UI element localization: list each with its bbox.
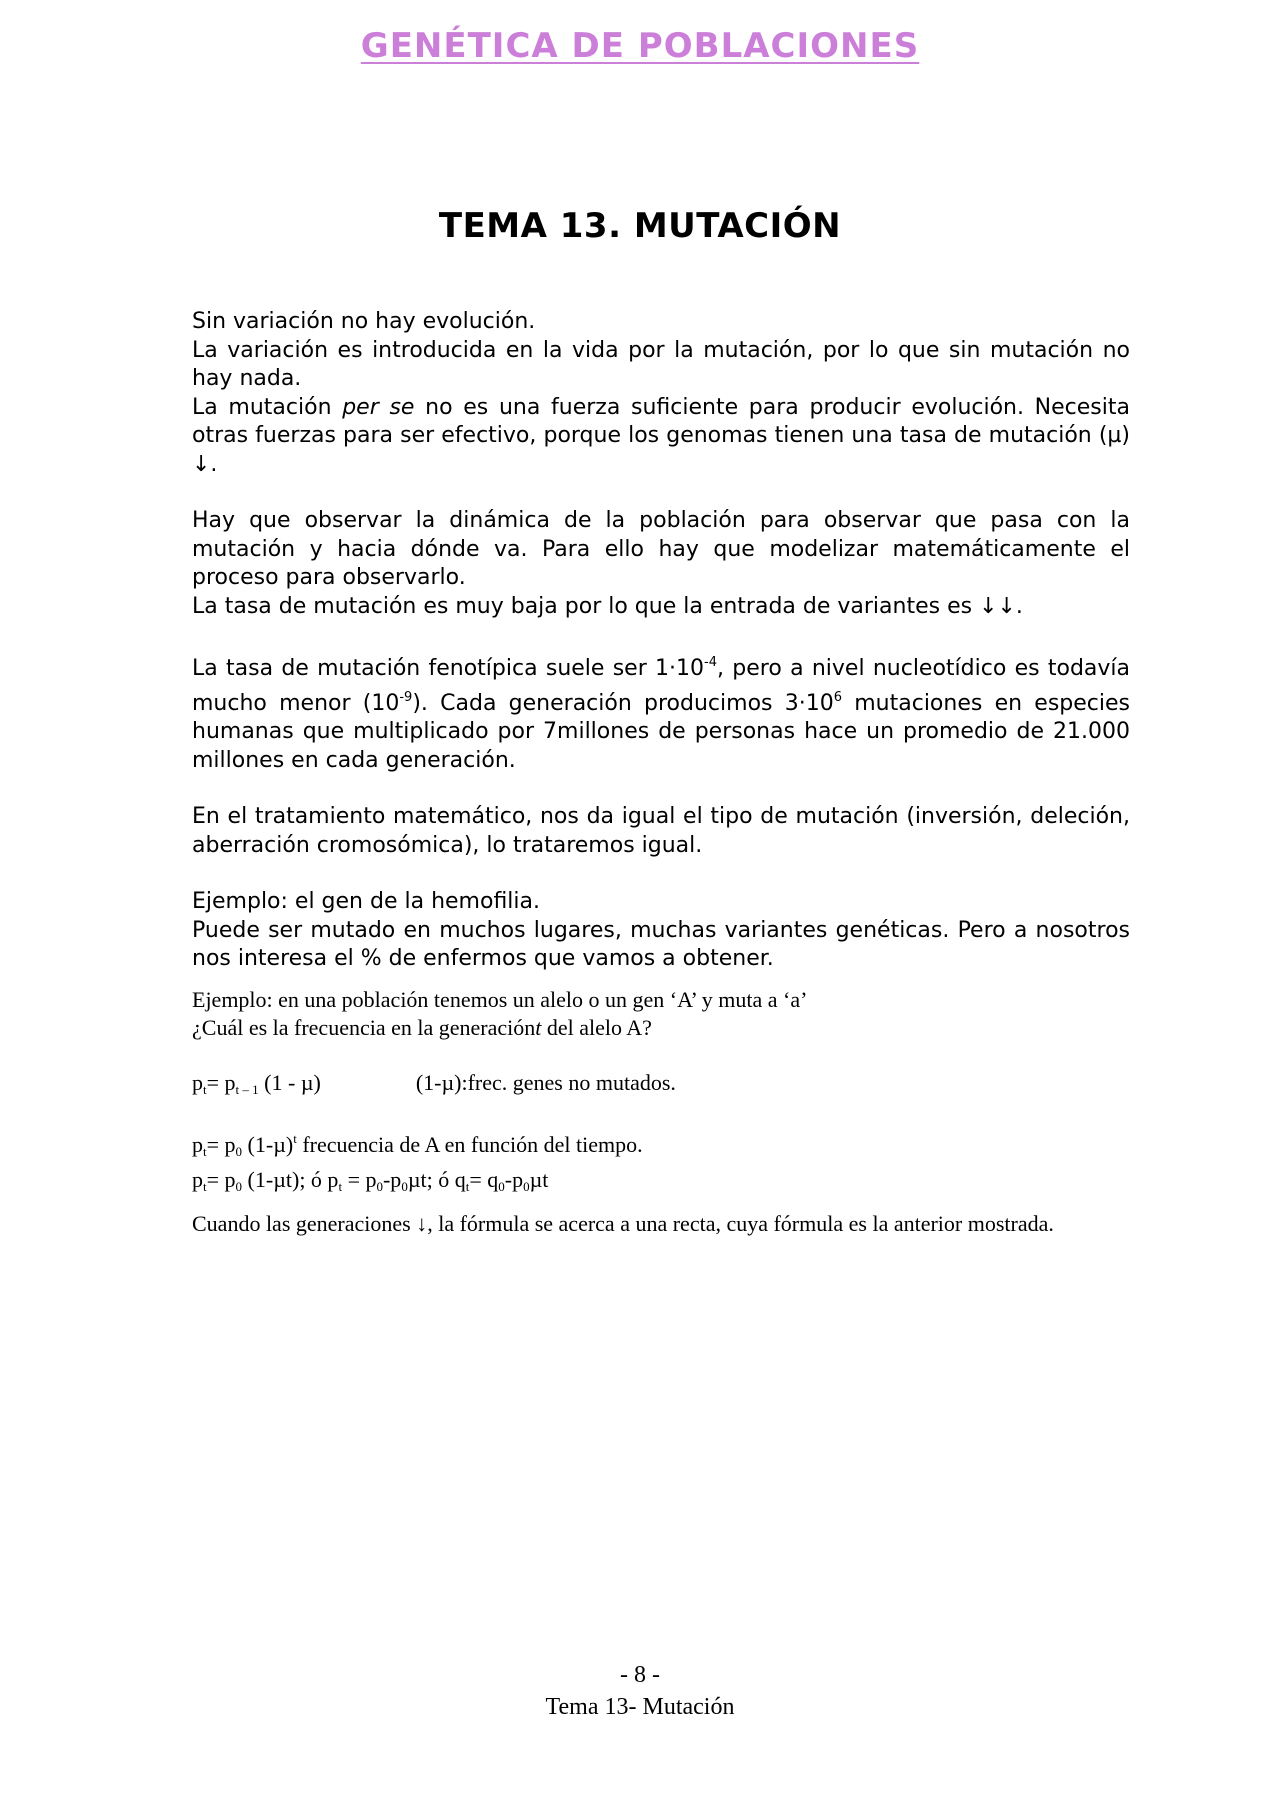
paragraph: Ejemplo: el gen de la hemofilia.: [192, 889, 541, 914]
paragraph: La mutación per se no es una fuerza suficiente para producir evolución. Necesita otras fuerzas para ser efectivo, porque los genomas tienen una tasa de mutación (µ) ↓.: [192, 394, 1130, 477]
equation-note: (1-µ):frec. genes no mutados.: [415, 1070, 676, 1095]
header-title: GENÉTICA DE POBLACIONES: [360, 26, 920, 66]
example-question: ¿Cuál es la frecuencia en la generaciónt del alelo A?: [192, 1015, 652, 1040]
example-line: Ejemplo: en una población tenemos un alelo o un gen ‘A’ y muta a ‘a’: [192, 987, 808, 1012]
page-footer: [0, 1659, 1280, 1723]
conclusion-line: Cuando las generaciones ↓, la fórmula se acerca a una recta, cuya fórmula es la anterior mostrada.: [192, 1211, 1054, 1236]
emphasis: per se: [342, 394, 415, 420]
footer-topic: Tema 13- Mutación: [545, 1694, 735, 1720]
example-block: [192, 986, 1152, 1042]
paragraph: Hay que observar la dinámica de la población para observar que pasa con la mutación y hacia dónde va. Para ello hay que modelizar matemáticamente el proceso para observarlo.: [192, 508, 1130, 590]
page-number: - 8 -: [620, 1662, 660, 1688]
equation-linear: $p_t= p_0$ (1-µt); ó $p_t = p_0-p_0\mu t$; ó $q_t= q_0-p_0\mu t$: [192, 1167, 549, 1194]
body-text: [192, 308, 1130, 974]
paragraph: La tasa de mutación es muy baja por lo que la entrada de variantes es ↓↓.: [192, 593, 1023, 619]
page-title: TEMA 13. MUTACIÓN: [438, 206, 842, 246]
document-header: [0, 26, 1280, 66]
equation-recurrence: $p_t= p_{t - 1}$ (1 - µ) (1-µ):frec. genes no mutados.: [192, 1070, 676, 1097]
equation-block: [192, 1125, 1152, 1201]
paragraph: La variación es introducida en la vida por la mutación, por lo que sin mutación no hay nada.: [192, 337, 1130, 391]
paragraph: Sin variación no hay evolución.: [192, 309, 536, 334]
equation-exponential: $p_t= p_0$ $(1-\mu)^t$ frecuencia de A en función del tiempo.: [192, 1131, 643, 1159]
paragraph: Puede ser mutado en muchos lugares, muchas variantes genéticas. Pero a nosotros nos interesa el % de enfermos que vamos a obtener.: [192, 917, 1130, 971]
paragraph: En el tratamiento matemático, nos da igual el tipo de mutación (inversión, deleción, aberración cromosómica), lo trataremos igual.: [192, 804, 1130, 858]
paragraph: La tasa de mutación fenotípica suele ser $1\cdot 10^{-4}$, pero a nivel nucleotídico es todavía mucho menor $(10^{-9})$. Cada generación producimos $3\cdot 10^6$ mutaciones en especies humanas que multiplicado por 7millones de personas hace un promedio de 21.000 millones en cada generación.: [192, 655, 1130, 773]
